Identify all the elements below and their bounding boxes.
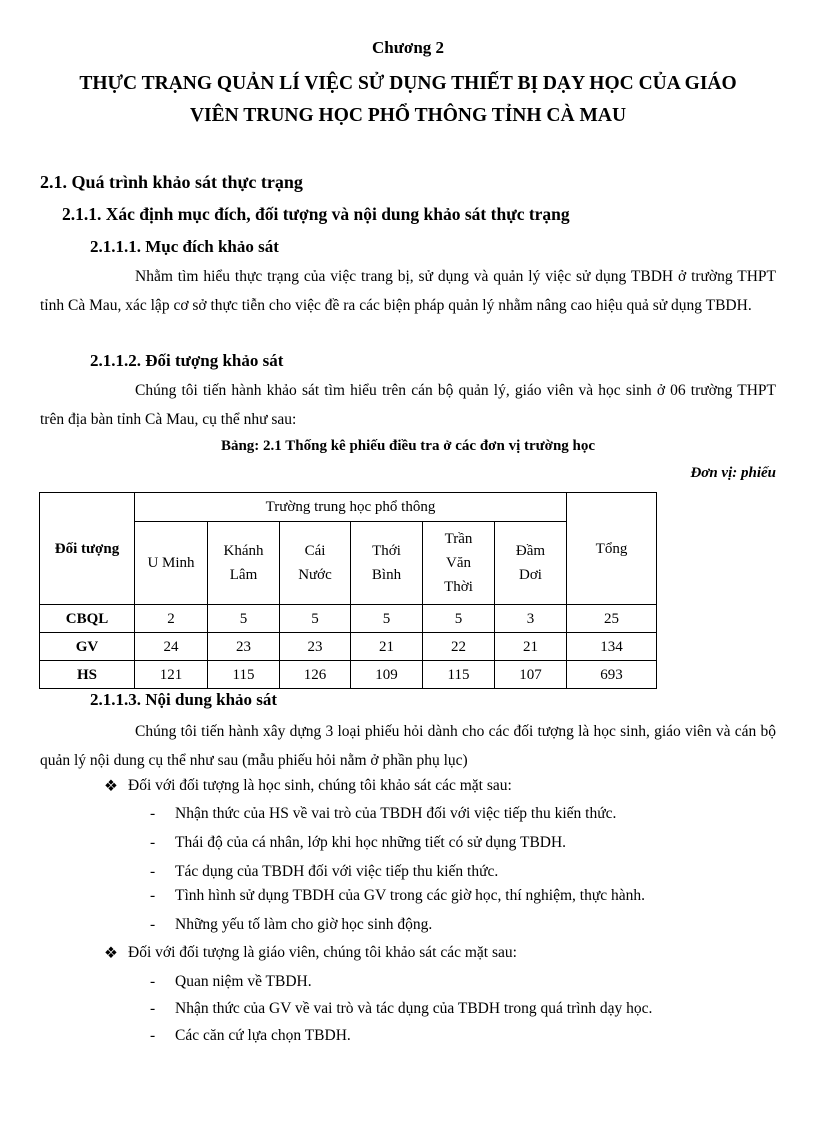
subject-header: Đối tượng [40,493,135,605]
table-cell: 109 [351,661,423,689]
diamond-bullet-icon: ❖ [104,945,118,962]
table-cell: 21 [495,633,567,661]
section-2-1-1-1-heading: 2.1.1.1. Mục đích khảo sát [90,237,279,256]
total-header: Tổng [567,493,657,605]
dash-bullet-icon: - [150,805,156,822]
school-header-cai-nuoc: Cái Nước [280,522,351,605]
dash-bullet-icon: - [150,1027,156,1044]
school-header-dam-doi: Đầm Dơi [495,522,567,605]
content-paragraph: Chúng tôi tiến hành xây dựng 3 loại phiếu hỏi dành cho các đối tượng là học sinh, giáo viên và cán bộ quản lý nội dung cụ thể như sau (mẫu phiếu hỏi nằm ở phần phụ lục) [40,723,776,769]
dash-bullet-icon: - [150,834,156,851]
row-label: HS [40,661,135,689]
section-2-1-1-2-heading: 2.1.1.2. Đối tượng khảo sát [90,351,284,370]
table-row [40,633,657,661]
table-cell: 5 [280,605,351,633]
table-cell: 24 [135,633,208,661]
dash-bullet-icon: - [150,887,156,904]
table-caption: Bảng: 2.1 Thống kê phiếu điều tra ở các đơn vị trường học [220,438,596,454]
dash-bullet-icon: - [150,863,156,880]
table-cell: 121 [135,661,208,689]
total-cell: 25 [567,605,657,633]
row-label: GV [40,633,135,661]
table-cell: 126 [280,661,351,689]
total-cell: 134 [567,633,657,661]
school-header-khanh-lam: Khánh Lâm [208,522,280,605]
table-cell: 23 [208,633,280,661]
section-2-1-1-heading: 2.1.1. Xác định mục đích, đối tượng và nội dung khảo sát thực trạng [62,204,570,224]
table-cell: 5 [351,605,423,633]
table-unit: Đơn vị: phiếu [690,465,776,481]
school-header-tran-van-thoi: Trần Văn Thời [423,522,495,605]
table-cell: 107 [495,661,567,689]
table-cell: 5 [423,605,495,633]
school-group-header: Trường trung học phổ thông [135,493,567,522]
table-cell: 115 [208,661,280,689]
dash-bullet-icon: - [150,1000,156,1017]
chapter-title-line-2: VIÊN TRUNG HỌC PHỔ THÔNG TỈNH CÀ MAU [189,105,627,126]
subjects-paragraph: Chúng tôi tiến hành khảo sát tìm hiểu trên cán bộ quản lý, giáo viên và học sinh ở 06 trường THPT trên địa bàn tỉnh Cà Mau, cụ thể như sau: [40,382,776,428]
table-cell: 115 [423,661,495,689]
dash-bullet-icon: - [150,916,156,933]
section-2-1-heading: 2.1. Quá trình khảo sát thực trạng [40,172,303,192]
table-cell: 21 [351,633,423,661]
table-cell: 22 [423,633,495,661]
table-header-row [40,493,657,522]
table-cell: 5 [208,605,280,633]
school-header-u-minh: U Minh [135,522,208,605]
total-cell: 693 [567,661,657,689]
table-cell: 2 [135,605,208,633]
teacher-bullet-text: Đối với đối tượng là giáo viên, chúng tôi khảo sát các mặt sau: [128,944,517,961]
survey-table [39,492,657,689]
chapter-label: Chương 2 [371,38,445,57]
document-page: Chương 2 THỰC TRẠNG QUẢN LÍ VIỆC SỬ DỤNG THIẾT BỊ DẠY HỌC CỦA GIÁO VIÊN TRUNG HỌC PHỔ THÔNG TỈNH CÀ MAU 2.1. Quá trình khảo sát thực trạng 2.1.1. Xác định mục đích, đối tượng và nội dung khảo sát thực trạng 2.1.1.1. Mục đích khảo sát Nhằm tìm hiểu thực trạng của việc trang bị, sử dụng và quản lý việc sử dụng TBDH ở trường THPT tỉnh Cà Mau, xác lập cơ sở thực tiễn cho việc đề ra các biện pháp quản lý nhằm nâng cao hiệu quả sử dụng TBDH. 2.1.1.2. Đối tượng khảo sát Chúng tôi tiến hành khảo sát tìm hiểu trên cán bộ quản lý, giáo viên và học sinh ở 06 trường THPT trên địa bàn tỉnh Cà Mau, cụ thể như sau: Bảng: 2.1 Thống kê phiếu điều tra ở các đơn vị trường học Đơn vị: phiếu Đối tượng Trường trung học phổ thông Tổng U Minh Khánh Lâm Cái Nước Thới Bình Trần Văn Thời Đầm Dơi CBQL 2 5 5 5 5 3 25 GV 24 23 23 21 22 21 134 HS 121 115 126 109 115 107 693 2.1.1.3. Nội dung khảo sát Chúng tôi tiến hành xây dựng 3 loại phiếu hỏi dành cho các đối tượng là học sinh, giáo viên và cán bộ quản lý nội dung cụ thể như sau (mẫu phiếu hỏi nằm ở phần phụ lục) ❖ Đối với đối tượng là học sinh, chúng tôi khảo sát các mặt sau: - Nhận thức của HS về vai trò của TBDH đối với việc tiếp thu kiến thức. - Thái độ của cá nhân, lớp khi học những tiết có sử dụng TBDH. - Tác dụng của TBDH đối với việc tiếp thu kiến thức. - Tình hình sử dụng TBDH của GV trong các giờ học, thí nghiệm, thực hành. - Những yếu tố làm cho giờ học sinh động. ❖ Đối với đối tượng là giáo viên, chúng tôi khảo sát các mặt sau: - Quan niệm về TBDH. - Nhận thức của GV về vai trò và tác dụng của TBDH trong quá trình dạy học. - Các căn cứ lựa chọn TBDH. [0,0,816,1123]
table-row [40,605,657,633]
student-bullet-text: Đối với đối tượng là học sinh, chúng tôi khảo sát các mặt sau: [128,777,512,794]
school-header-thoi-binh: Thới Bình [351,522,423,605]
chapter-title-line-1: THỰC TRẠNG QUẢN LÍ VIỆC SỬ DỤNG THIẾT BỊ DẠY HỌC CỦA GIÁO [79,73,737,94]
section-2-1-1-3-heading: 2.1.1.3. Nội dung khảo sát [90,690,278,709]
table-cell: 23 [280,633,351,661]
table-row [40,661,657,689]
chapter-title [40,68,776,132]
table-cell: 3 [495,605,567,633]
purpose-paragraph: Nhằm tìm hiểu thực trạng của việc trang bị, sử dụng và quản lý việc sử dụng TBDH ở trường THPT tỉnh Cà Mau, xác lập cơ sở thực tiễn cho việc đề ra các biện pháp quản lý nhằm nâng cao hiệu quả sử dụng TBDH. [40,268,776,314]
row-label: CBQL [40,605,135,633]
diamond-bullet-icon: ❖ [104,778,118,795]
dash-bullet-icon: - [150,973,156,990]
